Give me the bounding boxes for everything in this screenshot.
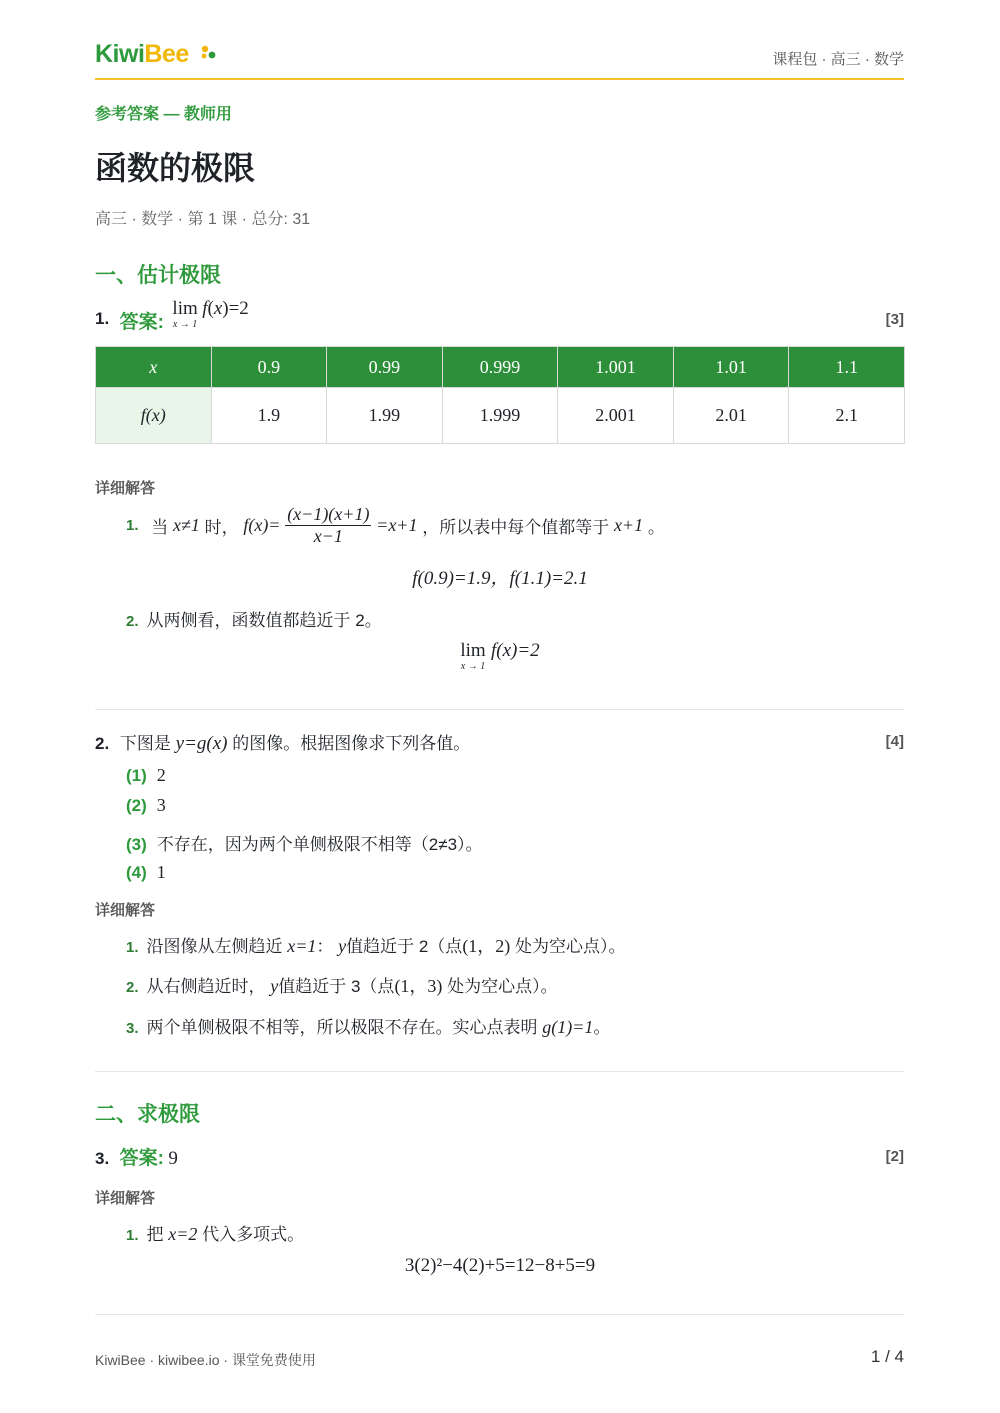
- solution-step: [126, 1013, 610, 1038]
- question-number: 1.: [95, 309, 110, 328]
- equation-values: f(0.9)=1.9，f(1.1)=2.1: [412, 568, 588, 589]
- logo-bee-text: Bee: [144, 40, 189, 68]
- answer-label: 答案:: [119, 312, 164, 333]
- part-value: 1: [156, 862, 166, 882]
- equation-substitution: 3(2)²−4(2)+5=12−8+5=9: [404, 1255, 596, 1276]
- limit-subscript: x → 1: [460, 661, 486, 672]
- step-number: 1.: [126, 517, 139, 534]
- page-subtitle: 高三 · 数学 · 第 1 课 · 总分: 31: [95, 211, 311, 228]
- table-cell: 0.999: [442, 347, 558, 388]
- answer-part: [126, 795, 166, 816]
- table-cell: 1.1: [789, 347, 905, 388]
- answer-key-label: 参考答案 — 教师用: [95, 106, 232, 123]
- question-text: 下图是: [119, 734, 171, 753]
- step-text: 处为空心点）。: [515, 937, 626, 956]
- page-header: [95, 36, 904, 80]
- step-text: 值趋近于 3（点: [278, 977, 395, 996]
- detail-label: 详细解答: [95, 480, 156, 497]
- question-3-marks: [2]: [885, 1148, 904, 1165]
- answer-part: [126, 765, 166, 786]
- logo-dots-icon: [200, 44, 224, 60]
- divider: [95, 709, 904, 710]
- step-text: ：: [316, 937, 334, 956]
- fraction-numerator: (x−1)(x+1): [287, 504, 370, 524]
- question-2: [95, 729, 470, 755]
- step-text: 值趋近于 2（点: [346, 937, 463, 956]
- part-label: (1): [126, 766, 147, 785]
- divider: [95, 1071, 904, 1072]
- table-row: [96, 388, 905, 444]
- table-cell: 1.99: [327, 388, 443, 444]
- limit-operator: [460, 640, 485, 672]
- question-math: y=g(x): [175, 733, 228, 754]
- page-title: 函数的极限: [95, 150, 256, 186]
- fraction: [285, 504, 371, 547]
- step-math: x≠1: [172, 515, 200, 535]
- step-math: (1，2): [462, 936, 511, 956]
- step-text: 时，: [204, 518, 239, 537]
- step-number: 2.: [126, 613, 139, 630]
- step-math: (1，3): [394, 976, 443, 996]
- step-math: y: [270, 976, 279, 996]
- course-path: 课程包 · 高三 · 数学: [772, 51, 904, 68]
- page-number: 1 / 4: [870, 1347, 904, 1366]
- table-header-row: [96, 347, 905, 388]
- part-label: (3): [126, 835, 147, 854]
- step-text: 当: [151, 518, 169, 537]
- part-value: 不存在，因为两个单侧极限不相等（2≠3）。: [156, 835, 483, 854]
- solution-step: [126, 1220, 304, 1245]
- question-number: 3.: [95, 1149, 110, 1168]
- step-text: ，所以表中每个值都等于: [422, 518, 610, 537]
- table-cell: 0.99: [327, 347, 443, 388]
- question-1-answer: [95, 298, 249, 334]
- answer-limit: lim x → 1: [172, 298, 198, 330]
- footer-divider: [95, 1314, 904, 1315]
- values-table: [95, 346, 905, 444]
- solution-step: [126, 932, 626, 958]
- step-number: 1.: [126, 1227, 139, 1244]
- step-text: 。: [593, 1018, 611, 1037]
- table-cell: x: [96, 347, 212, 388]
- answer-expression: f(x)=2: [202, 298, 249, 319]
- step-math: y: [338, 936, 347, 956]
- step-math: f(x)=: [243, 515, 281, 535]
- table-cell: 2.01: [673, 388, 789, 444]
- step-text: 从右侧趋近时，: [146, 977, 266, 996]
- step-math: x+1: [613, 515, 644, 535]
- solution-step: [126, 606, 382, 631]
- step-text: 从两侧看，函数值都趋近于 2。: [146, 611, 382, 630]
- step-text: 处为空心点）。: [447, 977, 558, 996]
- table-cell: 2.001: [558, 388, 674, 444]
- table-cell: 1.001: [558, 347, 674, 388]
- answer-part: [126, 830, 483, 855]
- table-cell: f(x): [96, 388, 212, 444]
- step-number: 1.: [126, 939, 139, 956]
- question-3-answer: [95, 1143, 178, 1170]
- step-math: x=1: [287, 936, 317, 956]
- table-cell: 1.999: [442, 388, 558, 444]
- detail-label: 详细解答: [95, 1190, 156, 1207]
- detail-label: 详细解答: [95, 902, 156, 919]
- solution-step: [126, 972, 558, 998]
- part-label: (4): [126, 863, 147, 882]
- step-math: g(1)=1: [542, 1017, 594, 1037]
- step-math: x=2: [168, 1224, 198, 1244]
- part-value: 2: [156, 765, 166, 785]
- limit-subscript: x → 1: [172, 319, 198, 330]
- logo-kiwi-text: Kiwi: [95, 40, 145, 68]
- step-number: 3.: [126, 1020, 139, 1037]
- answer-value: 9: [168, 1148, 178, 1169]
- answer-label: 答案:: [119, 1148, 164, 1169]
- step-math: =x+1: [376, 515, 418, 535]
- table-cell: 1.9: [211, 388, 327, 444]
- step-number: 2.: [126, 979, 139, 996]
- question-1-marks: [3]: [885, 311, 904, 328]
- limit-expression: f(x)=2: [490, 640, 540, 661]
- section-title-2: 二、求极限: [95, 1103, 200, 1126]
- part-value: 3: [156, 795, 166, 815]
- step-text: 沿图像从左侧趋近: [146, 937, 283, 956]
- limit-word: lim: [460, 640, 486, 661]
- question-number: 2.: [95, 734, 110, 753]
- fraction-denominator: x−1: [313, 526, 343, 546]
- answer-part: [126, 862, 166, 883]
- table-cell: 0.9: [211, 347, 327, 388]
- solution-step: [126, 504, 665, 547]
- step-text: 。: [647, 518, 665, 537]
- section-title-1: 一、估计极限: [95, 264, 221, 287]
- step-text: 代入多项式。: [202, 1225, 305, 1244]
- question-text: 的图像。根据图像求下列各值。: [232, 734, 471, 753]
- table-cell: 2.1: [789, 388, 905, 444]
- equation-limit: [0, 640, 1000, 672]
- step-text: 两个单侧极限不相等，所以极限不存在。实心点表明: [146, 1018, 538, 1037]
- footer-text: KiwiBee · kiwibee.io · 课堂免费使用: [95, 1352, 316, 1368]
- question-2-marks: [4]: [885, 733, 904, 750]
- kiwibee-logo[interactable]: [95, 40, 189, 69]
- step-text: 把: [146, 1225, 164, 1244]
- table-cell: 1.01: [673, 347, 789, 388]
- part-label: (2): [126, 796, 147, 815]
